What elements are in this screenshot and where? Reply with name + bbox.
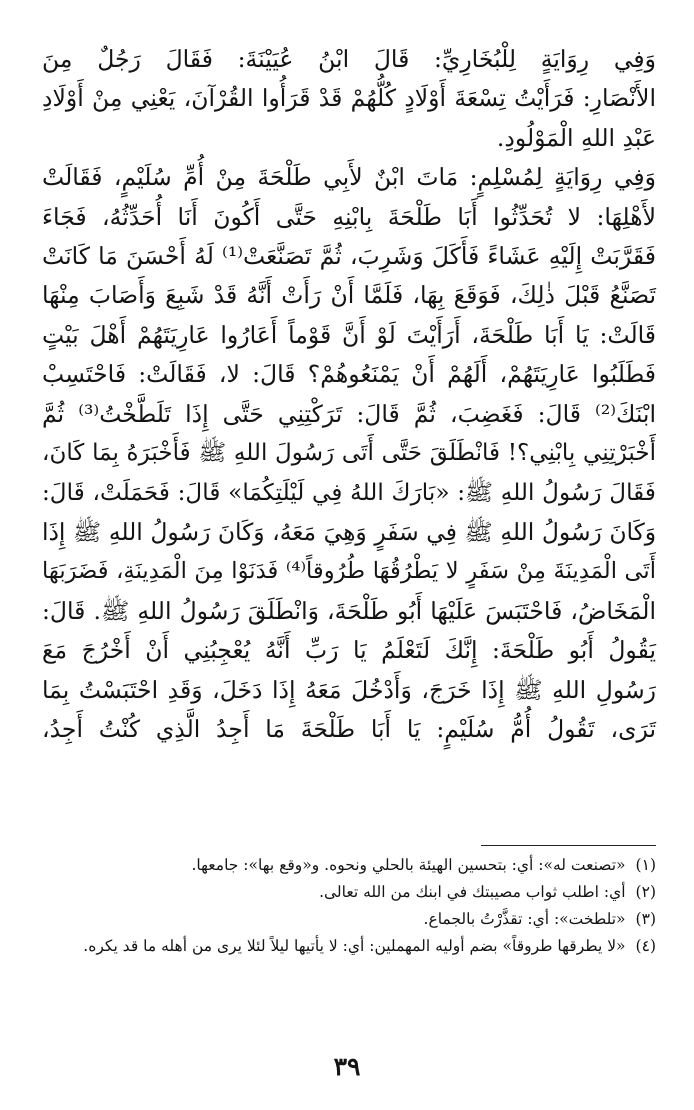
page-number: ٣٩ xyxy=(333,1052,361,1081)
main-body-text xyxy=(42,40,656,749)
footnote-divider xyxy=(481,845,656,846)
text-line: الْمَخَاضُ، فَاحْتَبَسَ عَلَيْهَا أَبُو طَلْحَةَ، وَانْطَلَقَ رَسُولُ اللهِ ﷺ. قَالَ: xyxy=(42,596,656,625)
text-line: وَفِي رِوَايَةٍ لِلْبُخَارِيِّ: قَالَ ابْنُ عُيَيْنَةَ: فَقَالَ رَجُلٌ مِنَ xyxy=(42,45,656,73)
text-line: رَسُولِ اللهِ ﷺ إِذَا خَرَجَ، وَأَدْخُلَ مَعَهُ إِذَا دَخَلَ، وَقَدِ احْتَبَسْتُ بِمَا xyxy=(42,675,656,704)
text-line: عَبْدِ اللهِ الْمَوْلُودِ. xyxy=(496,123,656,152)
footnote-item xyxy=(42,933,656,960)
footnote-number: (٤) xyxy=(635,937,656,955)
text-line: قَالَتْ: يَا أَبَا طَلْحَةَ، أَرَأَيْتَ لَوْ أَنَّ قَوْماً أَعَارُوا عَارِيَتَهُمْ أَهْلَ بَيْتٍ xyxy=(42,320,656,349)
footnote-number: (٣) xyxy=(635,910,656,928)
footnote-number: (١) xyxy=(635,856,656,874)
text-line: وَفِي رِوَايَةٍ لِمُسْلِمٍ: مَاتَ ابْنٌ لأَبِي طَلْحَةَ مِنْ أُمِّ سُلَيْمٍ، فَقَالَتْ xyxy=(42,163,656,192)
text-line: وَكَانَ رَسُولُ اللهِ ﷺ فِي سَفَرٍ وَهِيَ مَعَهُ، وَكَانَ رَسُولُ اللهِ ﷺ إِذَا xyxy=(42,517,656,546)
footnote-item xyxy=(42,879,656,906)
footnote-item xyxy=(42,852,656,879)
text-line: فَقَالَ رَسُولُ اللهِ ﷺ: «بَارَكَ اللهُ فِي لَيْلَتِكُمَا» قَالَ: فَحَمَلَتْ، قَالَ: xyxy=(42,479,656,507)
text-line: ابْنَكَ⁽²⁾ قَالَ: فَغَضِبَ، ثُمَّ قَالَ: تَرَكْتِنِي حَتَّى إِذَا تَلَطَّخْتُ⁽³⁾ ثُمَّ xyxy=(42,399,656,428)
text-line: فَقَرَّبَتْ إِلَيْهِ عَشَاءً فَأَكَلَ وَشَرِبَ، ثُمَّ تَصَنَّعَتْ⁽¹⁾ لَهُ أَحْسَنَ مَا كَانَتْ xyxy=(42,242,656,271)
footnote-text: «لا يطرقها طروقاً» بضم أوليه المهملين: أي: لا يأتيها ليلاً لئلا يرى من أهله ما قد يكره. xyxy=(83,937,626,955)
text-line: أَتَى الْمَدِينَةَ مِنْ سَفَرٍ لا يَطْرُقُهَا طُرُوقاً⁽⁴⁾ فَدَنَوْا مِنَ الْمَدِينَةِ، فَضَرَبَهَا xyxy=(42,558,656,585)
text-line: أَخْبَرْتِنِي بِابْنِي؟! فَانْطَلَقَ حَتَّى أَتَى رَسُولَ اللهِ ﷺ فَأَخْبَرَهُ بِمَا كَانَ، xyxy=(42,440,656,467)
footnote-item xyxy=(42,906,656,933)
text-line: الأَنْصَارِ: فَرَأَيْتُ تِسْعَةَ أَوْلَادٍ كُلُّهُمْ قَدْ قَرَأُوا القُرْآنَ، يَعْنِي مِنْ أَوْلَادِ xyxy=(42,84,656,113)
text-line: فَطَلَبُوا عَارِيَتَهُمْ، أَلَهُمْ أَنْ يَمْنَعُوهُمْ؟ قَالَ: لا، فَقَالَتْ: فَاحْتَسِبْ xyxy=(42,360,656,389)
footnote-number: (٢) xyxy=(635,883,656,901)
text-line: يَقُولُ أَبُو طَلْحَةَ: إِنَّكَ لَتَعْلَمُ يَا رَبِّ أَنَّهُ يُعْجِبُنِي أَنْ أَخْرُجَ مَعَ xyxy=(42,636,656,665)
footnote-text: «تصنعت له»: أي: بتحسين الهيئة بالحلي ونحوه. و«وقع بها»: جامعها. xyxy=(191,856,626,874)
text-line: تَرَى، تَقُولُ أُمُّ سُلَيْمٍ: يَا أَبَا طَلْحَةَ مَا أَجِدُ الَّذِي كُنْتُ أَجِدُ، xyxy=(42,714,656,743)
footnote-text: «تلطخت»: أي: تقذَّرْتُ بالجماع. xyxy=(423,910,626,928)
footnotes xyxy=(42,852,656,960)
footnote-text: أي: اطلب ثواب مصيبتك في ابنك من الله تعالى. xyxy=(319,883,626,901)
text-line: لأَهْلِهَا: لا تُحَدِّثُوا أَبَا طَلْحَةَ بِابْنِهِ حَتَّى أَكُونَ أَنَا أُحَدِّثُهُ، فَجَاءَ xyxy=(42,202,656,231)
text-line: تَصَنَّعُ قَبْلَ ذٰلِكَ، فَوَقَعَ بِهَا، فَلَمَّا أَنْ رَأَتْ أَنَّهُ قَدْ شَبِعَ وَأَصَابَ مِنْهَا xyxy=(42,281,656,310)
